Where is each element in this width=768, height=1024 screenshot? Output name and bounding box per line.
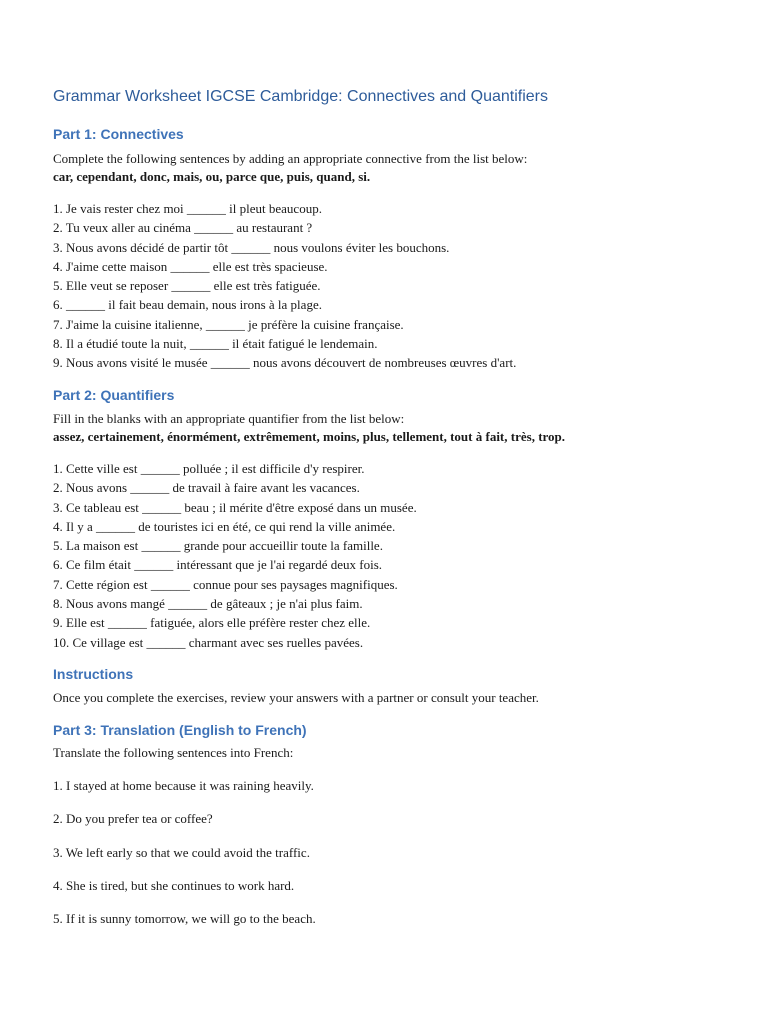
list-item: 5. La maison est ______ grande pour accueillir toute la famille. [53,538,383,554]
list-item: 1. I stayed at home because it was raining heavily. [53,778,314,793]
list-item: 7. J'aime la cuisine italienne, ______ je préfère la cuisine française. [53,316,404,332]
instructions-text: Once you complete the exercises, review your answers with a partner or consult your teacher. [53,690,539,705]
instructions-heading: Instructions [53,666,134,682]
list-item: 4. She is tired, but she continues to work hard. [53,877,295,893]
list-item: 4. J'aime cette maison ______ elle est très spacieuse. [53,258,328,274]
part3-heading: Part 3: Translation (English to French) [53,722,307,738]
list-item: 6. Ce film était ______ intéressant que je l'ai regardé deux fois. [53,557,383,573]
list-item: 3. Ce tableau est ______ beau ; il mérite d'être exposé dans un musée. [53,499,417,515]
part3-intro: Translate the following sentences into French: [53,745,294,760]
part2-list [53,459,738,652]
list-item: 2. Do you prefer tea or coffee? [53,811,213,827]
list-item: 5. Elle veut se reposer ______ elle est très fatiguée. [53,278,321,294]
part1-heading: Part 1: Connectives [53,126,184,142]
page-title: Grammar Worksheet IGCSE Cambridge: Connectives and Quantifiers [53,88,549,105]
part2-heading: Part 2: Quantifiers [53,387,175,403]
part3-list [53,776,738,942]
list-item: 9. Elle est ______ fatiguée, alors elle préfère rester chez elle. [53,615,371,631]
list-item: 2. Nous avons ______ de travail à faire avant les vacances. [53,480,360,496]
list-item: 6. ______ il fait beau demain, nous irons à la plage. [53,297,322,313]
part2-intro: Fill in the blanks with an appropriate quantifier from the list below: [53,411,405,426]
list-item: 2. Tu veux aller au cinéma ______ au restaurant ? [53,220,313,236]
part1-list [53,199,738,373]
list-item: 7. Cette région est ______ connue pour ses paysages magnifiques. [53,576,398,592]
part1-intro: Complete the following sentences by adding an appropriate connective from the list below: [53,151,528,166]
list-item: 3. We left early so that we could avoid the traffic. [53,844,310,860]
list-item: 3. Nous avons décidé de partir tôt ______ nous voulons éviter les bouchons. [53,239,450,255]
list-item: 4. Il y a ______ de touristes ici en été, ce qui rend la ville animée. [53,518,396,534]
list-item: 1. Je vais rester chez moi ______ il pleut beaucoup. [53,201,322,216]
part2-word-list: assez, certainement, énormément, extrêmement, moins, plus, tellement, tout à fait, très, trop. [53,429,566,444]
list-item: 8. Nous avons mangé ______ de gâteaux ; je n'ai plus faim. [53,596,363,612]
list-item: 5. If it is sunny tomorrow, we will go to the beach. [53,911,316,927]
list-item: 8. Il a étudié toute la nuit, ______ il était fatigué le lendemain. [53,336,378,352]
list-item: 10. Ce village est ______ charmant avec ses ruelles pavées. [53,634,364,650]
list-item: 1. Cette ville est ______ polluée ; il est difficile d'y respirer. [53,461,365,476]
part1-word-list: car, cependant, donc, mais, ou, parce que, puis, quand, si. [53,169,371,184]
list-item: 9. Nous avons visité le musée ______ nous avons découvert de nombreuses œuvres d'art. [53,355,517,371]
